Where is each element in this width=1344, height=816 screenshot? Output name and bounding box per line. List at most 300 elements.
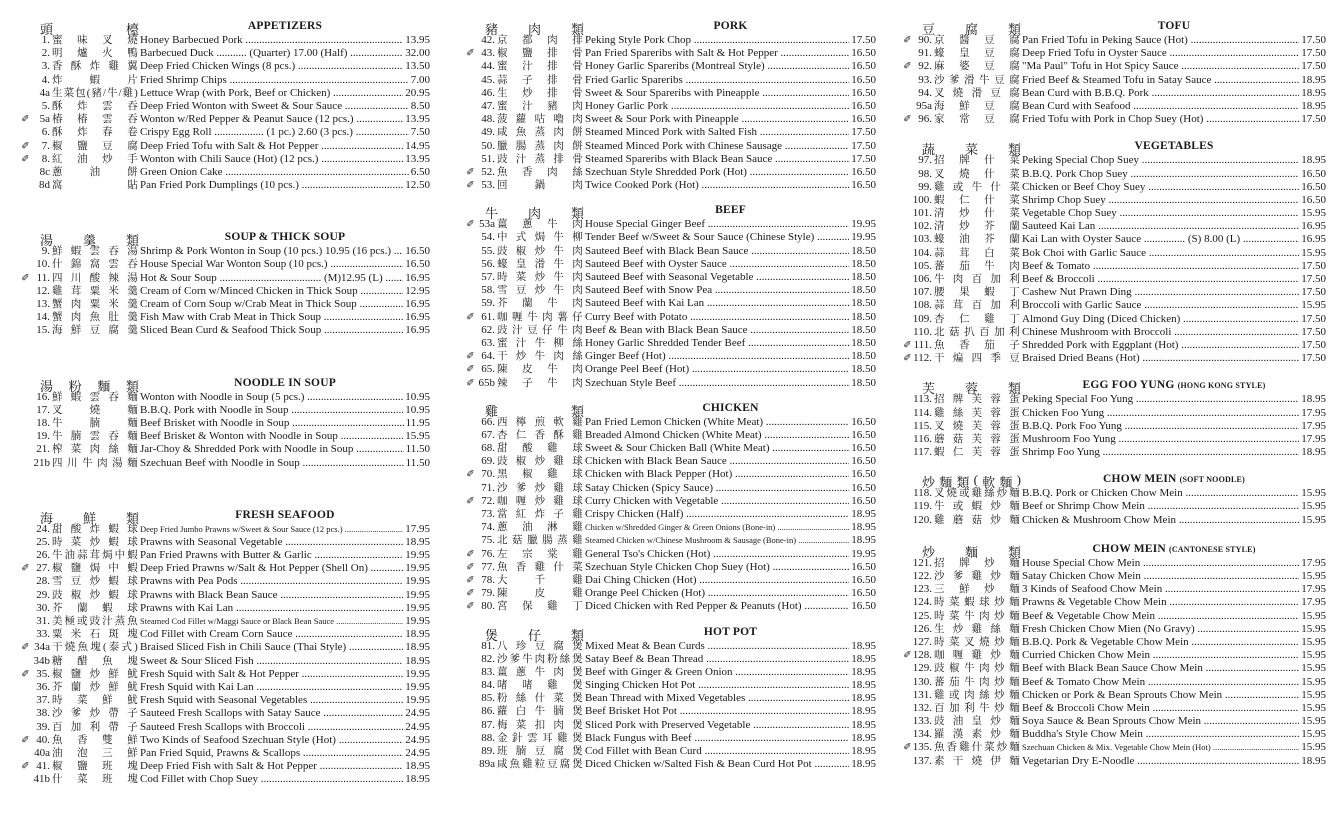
menu-item [466,350,876,363]
item-number: 39. [36,720,50,733]
item-number: 80. [481,600,495,613]
menu-item [475,74,876,87]
item-price: 18.50 [851,244,876,257]
item-number: 1. [41,34,50,46]
item-price: 19.95 [405,575,430,588]
item-number: 101. [912,207,932,220]
item-name-chinese: 豉 油 皇 炒 麵 [934,716,1020,728]
item-number: 27. [36,562,50,575]
item-name-chinese: 蠔 皇 豆 腐 [934,48,1020,60]
item-description: Crispy Chicken (Half) ..... [585,508,876,521]
spicy-marker-icon: ✐ [466,364,475,376]
item-price: 24.95 [405,746,430,759]
item-number: 5a [39,113,50,126]
menu-item [30,391,430,404]
item-name-chinese: 左 宗 棠 雞 [497,548,583,560]
menu-item [912,326,1326,339]
item-price: 17.95 [1301,406,1326,419]
item-number: 40. [36,733,50,746]
item-price: 14.95 [405,139,430,152]
item-name-chinese: 菠 蘿 咕 嚕 肉 [497,114,583,126]
item-name-chinese: 榨 菜 肉 絲 麵 [52,444,138,456]
menu-item [30,615,430,628]
item-price: 15.95 [1301,662,1326,675]
item-number: 7. [41,139,50,152]
item-name-chinese: 酥 炸 雲 吞 [52,100,138,112]
item-description: Cream of Corn Soup w/Crab Meat in Thick Soup ..... [140,298,430,311]
section-title-english [585,402,876,414]
item-name-chinese: 陳 皮 牛 肉 [497,364,583,376]
item-number: 52. [481,165,495,178]
item-price: 11.95 [405,416,430,429]
item-description: Jar-Choy & Shredded Pork with Noodle in Soup ..... [140,443,430,456]
item-description: Bean Thread with Mixed Vegetables ..... [585,692,876,705]
menu-item [475,758,876,771]
item-description: Beef with Ginger & Green Onion ..... [585,666,876,679]
item-name-chinese: 叉 燒 滑 豆 腐 [934,87,1020,99]
item-number: 99. [918,180,932,193]
menu-item [475,416,876,429]
item-price: 10.95 [405,403,430,416]
item-number: 128. [912,649,932,662]
menu-section [903,134,1326,365]
menu-item [475,745,876,758]
item-price: 10.95 [405,390,430,403]
item-number: 70. [481,468,495,481]
section-title-text: NOODLE IN SOUP [234,376,336,389]
item-name-chinese: 蒜 子 排 骨 [497,74,583,86]
item-description: Honey Garlic Shredded Tender Beef ..... [585,337,876,350]
menu-item [475,508,876,521]
item-name-chinese: 豉 椒 炒 牛 肉 [497,245,583,257]
item-description: Satay Beef & Bean Thread ..... [585,653,876,666]
item-number: 10. [36,258,50,271]
item-number: 87. [481,718,495,731]
item-number: 35. [36,667,50,680]
item-price: 16.50 [851,468,876,481]
item-number: 38. [36,707,50,720]
menu-item [912,194,1326,207]
item-price: 16.50 [1301,193,1326,206]
item-name-chinese: 清 炒 芥 蘭 [934,221,1020,233]
section-header [30,503,430,526]
menu-item [466,165,876,179]
spicy-marker-icon: ✐ [466,351,475,363]
menu-item [912,728,1326,741]
menu-item [475,705,876,718]
item-description: Szechuan Style Beef ..... [585,377,876,390]
item-number: 14. [36,311,50,324]
menu-item [21,113,430,126]
item-description: Beef Brisket Hot Pot ..... [585,705,876,718]
menu-item [912,273,1326,286]
item-price: 13.95 [405,113,430,126]
item-price: 18.50 [851,363,876,376]
item-number: 74. [481,521,495,534]
menu-item [30,457,430,470]
menu-item [475,534,876,547]
menu-item [475,297,876,310]
section-title-text: PORK [713,20,748,32]
item-number: 53a [479,218,495,231]
item-price: 18.95 [1301,154,1326,167]
item-price: 16.50 [851,481,876,494]
menu-item [466,573,876,587]
item-name-chinese: 時 菜 炒 蝦 球 [52,536,138,548]
section-title-english [585,626,876,638]
item-description: Sliced Bean Curd & Seafood Thick Soup ..... [140,324,430,337]
item-number: 8d [39,179,50,192]
item-name-chinese: 豉 椒 炒 雞 球 [497,456,583,468]
menu-item [912,446,1326,459]
item-number: 123. [912,583,932,596]
menu-item [912,100,1326,113]
item-name-chinese: 時 菜 鮮 魷 [52,695,138,707]
section-header [912,537,1326,560]
item-description: Kai Lan with Oyster Sauce ............... (S) 8.00 (L) ..... [1022,233,1326,246]
section-title-chinese: 炒 麵 類 [922,544,1022,560]
menu-item [30,74,430,87]
item-price: 16.50 [851,442,876,455]
item-price: 17.50 [1301,273,1326,285]
item-number: 33. [36,628,50,641]
item-number: 19. [36,430,50,443]
item-description: Szechuan Chicken & Mix. Vegetable Chow Mein (Hot) ..... [1022,741,1326,754]
section-title-english [140,231,430,243]
menu-item [903,60,1326,73]
item-name-chinese: 豉汁豆仔牛肉 [497,324,583,336]
item-name-chinese: 什 錦 窩 雲 吞 [52,259,138,271]
item-name-chinese: 炸 蝦 片 [52,74,138,86]
item-number: 31. [36,615,50,627]
item-description: Peking Special Foo Yung ..... [1022,393,1326,406]
item-number: 37. [36,694,50,707]
menu-item [466,494,876,508]
section-title-text: HOT POT [703,625,758,638]
item-number: 88. [481,731,495,744]
item-description: Chicken w/Shredded Ginger & Green Onions (Bone-in) ..... [585,521,876,534]
item-price: 17.50 [1301,60,1326,73]
menu-item [21,152,430,166]
menu-item [912,557,1326,570]
item-name-chinese: 美極或豉汁蒸魚 [52,616,138,627]
item-number: 121. [912,556,932,569]
item-number: 131. [912,688,932,701]
item-price: 24.95 [405,733,430,746]
menu-item [912,313,1326,326]
menu-item [912,487,1326,500]
item-name-chinese: 油 泡 三 鮮 [52,747,138,759]
item-number: 58. [481,284,495,297]
item-description: Honey Garlic Spareribs (Montreal Style) ..... [585,60,876,73]
menu-item [912,393,1326,406]
item-description: Ginger Beef (Hot) ..... [585,350,876,363]
item-price: 18.95 [1301,99,1326,112]
item-name-chinese: 芥 蘭 蝦 球 [52,602,138,614]
item-name-chinese: 四川牛肉湯麵 [52,457,138,469]
item-description: Szechuan Beef with Noodle in Soup ..... [140,457,430,470]
item-price: 19.95 [405,615,430,627]
spicy-marker-icon: ✐ [21,642,30,654]
item-name-chinese: 紅 油 炒 手 [52,153,138,165]
item-number: 79. [481,587,495,600]
item-description: B.B.Q. Pork Chop Suey ..... [1022,168,1326,181]
item-price: 15.95 [405,430,430,443]
item-price: 18.95 [405,535,430,548]
item-description: Cod Fillet with Bean Curd ..... [585,745,876,758]
item-name-chinese: 招 牌 什 菜 [934,155,1020,167]
item-name-chinese: 啫 啫 雞 煲 [497,680,583,692]
item-price: 18.95 [1301,393,1326,406]
section-title-text: CHOW MEIN [1103,473,1177,486]
item-description: Two Kinds of Seafood Szechuan Style (Hot) ..... [140,734,430,747]
item-name-chinese: 招 牌 芙 蓉 蛋 [934,394,1020,406]
item-price: 17.50 [1301,34,1326,46]
item-description: Shrimp Chop Suey ..... [1022,194,1326,207]
item-number: 28. [36,575,50,588]
item-price: 18.50 [851,310,876,323]
menu-item [30,126,430,139]
item-price: 19.95 [851,231,876,244]
item-price: 19.95 [405,562,430,575]
item-description: Pan Fried Spareribs with Salt & Hot Pepper ..... [585,47,876,60]
menu-section [466,396,876,614]
item-name-chinese: 西 檸 煎 軟 雞 [497,416,583,428]
menu-item [30,311,430,324]
item-description: Beef with Black Bean Sauce Chow Mein ..... [1022,662,1326,675]
item-price: 16.50 [851,73,876,86]
menu-item [475,60,876,73]
item-name-chinese: 蝦 仁 芙 蓉 蛋 [934,447,1020,459]
item-name-chinese: 干燒魚塊(泰式) [52,642,138,654]
item-name-chinese: 八 珍 豆 腐 煲 [497,640,583,652]
spicy-marker-icon: ✐ [903,353,912,365]
item-price: 16.50 [405,245,430,258]
item-name-chinese: 芥 蘭 炒 鮮 魷 [52,681,138,693]
item-name-chinese: 甜 酸 炸 蝦 球 [52,523,138,535]
item-number: 119. [913,500,932,513]
item-price: 18.50 [851,257,876,270]
menu-item [912,433,1326,446]
item-price: 18.95 [405,628,430,641]
item-price: 16.95 [1301,220,1326,233]
item-name-chinese: 咖 喱 雞 炒 麵 [934,650,1020,662]
item-price: 16.95 [405,298,430,310]
item-name-chinese: 叉 燒 什 菜 [934,168,1020,180]
item-name-chinese: 蒜 茸 百 加 利 [934,300,1020,312]
menu-item [912,610,1326,623]
menu-item [30,258,430,271]
item-price: 17.95 [1301,596,1326,609]
item-name-chinese: 時 菜 炒 牛 肉 [497,272,583,283]
item-number: 76. [481,547,495,560]
item-number: 68. [481,442,495,455]
spicy-marker-icon: ✐ [21,140,30,152]
item-name-chinese: 蜜 汁 牛 柳 絲 [497,337,583,349]
item-description: Prawns with Pea Pods ..... [140,575,430,588]
item-price: 16.50 [1301,180,1326,193]
item-price: 19.95 [405,680,430,693]
item-number: 5. [41,99,50,112]
item-description: Sweet & Sour Pork with Pineapple ..... [585,113,876,126]
item-price: 17.50 [1301,259,1326,272]
item-name-chinese: 蔥 油 餅 [52,166,138,178]
menu-item [912,715,1326,728]
item-description: Sauteed Fresh Scallops with Satay Sauce ..... [140,707,430,720]
item-number: 106. [912,273,932,285]
item-number: 103. [912,233,932,246]
item-price: 17.50 [851,152,876,165]
spicy-marker-icon: ✐ [21,668,30,680]
menu-item [475,284,876,297]
item-number: 100. [912,193,932,206]
section-header [912,14,1326,37]
item-description: Buddha's Style Chow Mein ..... [1022,728,1326,741]
section-header [912,373,1326,397]
item-price: 16.50 [405,258,430,271]
item-name-chinese: 辣 子 牛 肉 [497,377,583,389]
item-price: 17.50 [1301,338,1326,351]
item-price: 18.50 [851,297,876,310]
item-price: 18.50 [851,336,876,349]
item-description: Steamed Spareribs with Black Bean Sauce ..... [585,153,876,166]
item-description: Pan Fried Tofu in Peking Sauce (Hot) ..... [1022,34,1326,47]
item-description: Cashew Nut Prawn Ding ..... [1022,286,1326,299]
menu-item [466,587,876,600]
item-number: 43. [481,47,495,60]
item-name-chinese: 雪 豆 炒 蝦 球 [52,576,138,588]
item-description: Prawns with Seasonal Vegetable ..... [140,536,430,549]
item-number: 4. [41,73,50,86]
section-title-text: FRESH SEAFOOD [235,508,335,521]
item-number: 115. [913,419,932,432]
item-number: 26. [36,549,50,562]
item-description: Orange Peel Chicken (Hot) ..... [585,587,876,600]
item-price: 18.95 [851,718,876,731]
item-description: Diced Chicken w/Salted Fish & Bean Curd Hot Pot ..... [585,758,876,771]
item-name-chinese: 百加利牛炒麵 [934,702,1020,714]
item-number: 17. [36,403,50,416]
item-description: Broccoli with Garlic Sauce ..... [1022,299,1326,312]
item-description: B.B.Q. Pork with Noodle in Soup ..... [140,404,430,417]
item-price: 15.95 [1301,688,1326,701]
item-description: Bean Curd with Seafood ..... [1022,100,1326,113]
menu-item [475,692,876,705]
item-description: Almond Guy Ding (Diced Chicken) ..... [1022,313,1326,326]
menu-item [475,455,876,468]
item-description: Vegetarian Dry E-Noodle ..... [1022,755,1326,768]
item-name-chinese: 北菇扒百加利 [934,326,1020,338]
item-number: 107. [912,286,932,299]
menu-item [475,337,876,350]
item-name-chinese: 蠔 油 芥 蘭 [934,234,1020,246]
item-description: Cod Fillet with Cream Corn Sauce ..... [140,628,430,641]
item-price: 17.95 [1301,432,1326,445]
item-description: Peking Style Pork Chop ..... [585,34,876,47]
item-number: 66. [481,415,495,428]
spicy-marker-icon: ✐ [466,311,475,323]
item-number: 83. [481,665,495,678]
item-name-chinese: 蕃 茄 牛 肉 [934,260,1020,272]
section-title-text: CHICKEN [702,401,759,414]
item-description: Sauteed Beef with Seasonal Vegetable ..... [585,271,876,284]
section-header [912,134,1326,158]
item-description: Beef Brisket with Noodle in Soup ..... [140,417,430,430]
menu-item [30,589,430,602]
item-description: Dai Ching Chicken (Hot) ..... [585,574,876,587]
item-price: 17.95 [1301,583,1326,596]
section-title-text: TOFU [1157,20,1191,32]
menu-item [912,47,1326,60]
item-price: 15.95 [1301,500,1326,513]
menu-item [903,741,1326,754]
item-description: Bean Curd with B.B.Q. Pork ..... [1022,87,1326,100]
item-number: 59. [481,297,495,310]
spicy-marker-icon: ✐ [903,35,912,46]
menu-item [30,324,430,337]
item-number: 78. [481,573,495,586]
menu-item [912,583,1326,596]
item-name-chinese: 杏 仁 雞 丁 [934,313,1020,325]
menu-item [30,166,430,179]
section-title-english [585,204,876,216]
spicy-marker-icon: ✐ [21,272,30,284]
menu-item [912,623,1326,636]
item-description: Fresh Squid with Salt & Hot Pepper ..... [140,668,430,681]
spicy-marker-icon: ✐ [466,588,475,600]
menu-item [30,285,430,298]
menu-item [475,87,876,100]
item-price: 18.95 [1301,86,1326,99]
item-description: Chicken or Pork & Bean Sprouts Chow Mein ..... [1022,689,1326,702]
item-price: 18.95 [851,731,876,744]
item-price: 17.50 [851,34,876,46]
item-name-chinese: 蒜 茸 白 菜 [934,247,1020,259]
menu-item [475,482,876,495]
menu-item [912,500,1326,513]
item-number: 84. [481,679,495,692]
menu-item [475,34,876,47]
item-name-chinese: 椒 鹽 排 骨 [497,48,583,60]
item-description: B.B.Q. Pork Foo Yung ..... [1022,420,1326,433]
item-number: 86. [481,705,495,718]
menu-item [475,324,876,337]
menu-item [475,140,876,153]
item-name-chinese: 宮 保 雞 丁 [497,601,583,613]
item-price: 16.50 [1301,167,1326,180]
item-name-chinese: 芥 蘭 牛 肉 [497,298,583,310]
item-price: 16.50 [851,573,876,586]
menu-item [475,271,876,284]
item-number: 129. [912,662,932,675]
menu-item [475,258,876,271]
item-price: 16.95 [405,311,430,324]
section-title-text: VEGETABLES [1134,140,1214,153]
item-description: General Tso's Chicken (Hot) ..... [585,548,876,561]
item-number: 9. [41,245,50,258]
menu-item [912,676,1326,689]
item-name-chinese: 雪 豆 炒 牛 肉 [497,285,583,297]
section-title-chinese: 海 鮮 類 [40,510,140,526]
section-title-chinese: 蔬 菜 類 [922,142,1022,158]
item-number: 49. [481,126,495,139]
section-title-chinese: 湯 粉 麵 類 [40,378,140,394]
item-name-chinese: 椒 鹽 焗 中 蝦 [52,563,138,575]
item-price: 16.50 [851,415,876,428]
item-name-chinese: 沙爹牛肉粉絲煲 [497,653,583,665]
menu-item [912,233,1326,246]
item-number: 15. [36,324,50,337]
